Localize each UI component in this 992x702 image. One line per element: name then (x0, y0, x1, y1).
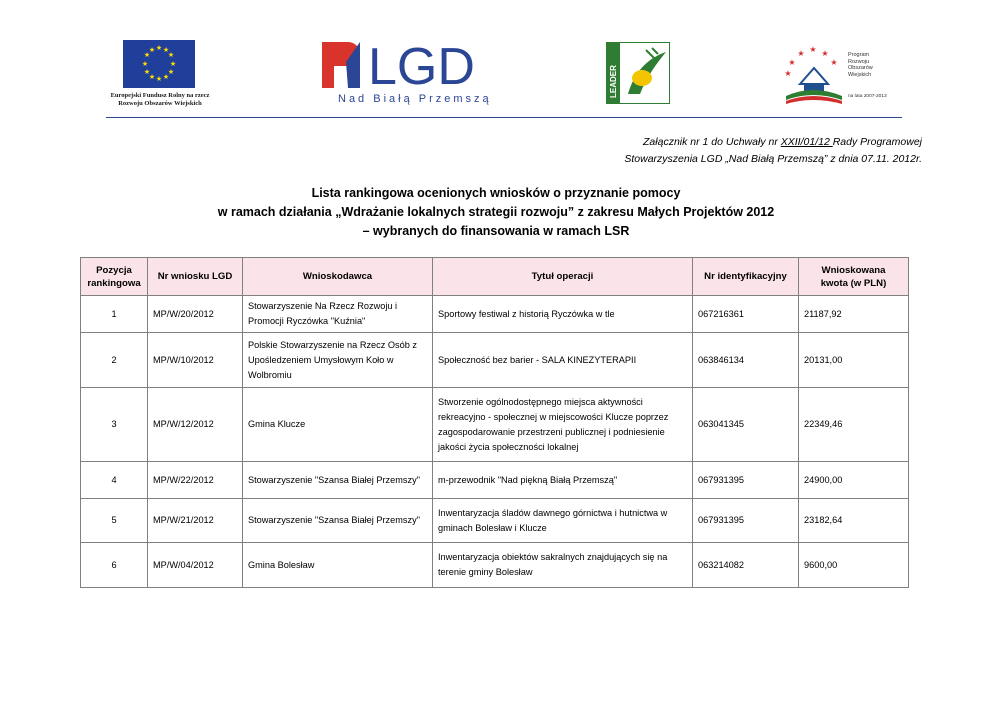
header-operation-title: Tytuł operacji (433, 258, 693, 296)
cell-applicant: Gmina Klucze (243, 388, 433, 462)
title-line-1: Lista rankingowa ocenionych wniosków o przyznanie pomocy (311, 186, 681, 200)
annex-note (624, 134, 922, 168)
svg-text:★: ★ (809, 45, 817, 54)
leader-emblem-icon (606, 42, 670, 104)
svg-text:★: ★ (143, 51, 151, 59)
svg-text:★: ★ (143, 68, 151, 76)
cell-identification-number: 063041345 (693, 388, 799, 462)
cell-operation-title: Inwentaryzacja śladów dawnego górnictwa i hutnictwa w gminach Bolesław i Klucze (433, 499, 693, 543)
svg-text:★: ★ (155, 44, 163, 52)
cell-requested-amount: 20131,00 (799, 333, 909, 388)
prow-text (848, 52, 888, 78)
title-line-3: – wybranych do finansowania w ramach LSR (362, 224, 630, 238)
cell-position: 1 (81, 296, 148, 333)
cell-requested-amount: 23182,64 (799, 499, 909, 543)
header-requested-amount: Wnioskowana kwota (w PLN) (799, 258, 909, 296)
svg-text:★: ★ (821, 49, 829, 58)
leader-text: LEADER (609, 65, 618, 98)
svg-text:★: ★ (167, 68, 175, 76)
header-application-number: Nr wniosku LGD (148, 258, 243, 296)
cell-position: 6 (81, 543, 148, 588)
cell-position: 2 (81, 333, 148, 388)
prow-text-line: Wiejskich (848, 71, 872, 78)
svg-text:★: ★ (162, 73, 170, 81)
cell-requested-amount: 9600,00 (799, 543, 909, 588)
cell-identification-number: 063214082 (693, 543, 799, 588)
svg-text:★: ★ (155, 75, 163, 83)
cell-operation-title: Społeczność bez barier - SALA KINEZYTERAPII (433, 333, 693, 388)
table-header-row (81, 258, 909, 296)
prow-logo (780, 44, 890, 106)
svg-text:★: ★ (162, 46, 170, 54)
cell-requested-amount: 21187,92 (799, 296, 909, 333)
table-row (81, 388, 909, 462)
table-row (81, 462, 909, 499)
svg-text:★: ★ (141, 60, 149, 68)
annex-line-1 (624, 134, 922, 151)
annex-prefix: Załącznik nr 1 do Uchwały nr (643, 136, 781, 148)
svg-text:★: ★ (169, 60, 177, 68)
svg-text:★: ★ (788, 58, 796, 67)
annex-suffix: Rady Programowej (832, 136, 922, 148)
header-position: Pozycja rankingowa (81, 258, 148, 296)
cell-operation-title: Inwentaryzacja obiektów sakralnych znajdujących się na terenie gminy Bolesław (433, 543, 693, 588)
title-line-2: w ramach działania „Wdrażanie lokalnych strategii rozwoju” z zakresu Małych Projektów 2012 (217, 205, 775, 219)
svg-text:★: ★ (167, 51, 175, 59)
lgd-wordmark: LGD (368, 38, 475, 94)
cell-identification-number: 067216361 (693, 296, 799, 333)
ranking-table (80, 257, 909, 588)
cell-application-number: MP/W/12/2012 (148, 388, 243, 462)
eu-caption-line-2: Rozwoju Obszarów Wiejskich (118, 100, 202, 107)
lgd-mark-icon (318, 38, 498, 94)
cell-requested-amount: 24900,00 (799, 462, 909, 499)
eu-flag-icon (123, 40, 195, 88)
header-identification-number: Nr identyfikacyjny (693, 258, 799, 296)
cell-applicant: Stowarzyszenie "Szansa Białej Przemszy" (243, 462, 433, 499)
lgd-subtitle: Nad Białą Przemszą (338, 93, 492, 105)
cell-identification-number: 067931395 (693, 462, 799, 499)
header-divider (106, 117, 902, 118)
cell-applicant: Stowarzyszenie Na Rzecz Rozwoju i Promocji Ryczówka "Kuźnia" (243, 296, 433, 333)
cell-application-number: MP/W/10/2012 (148, 333, 243, 388)
eu-stars-icon (123, 40, 195, 88)
cell-applicant: Gmina Bolesław (243, 543, 433, 588)
cell-position: 3 (81, 388, 148, 462)
leader-logo (606, 42, 670, 104)
prow-text-line: Obszarów (848, 65, 873, 71)
cell-applicant: Polskie Stowarzyszenie na Rzecz Osób z Upośledzeniem Umysłowym Koło w Wolbromiu (243, 333, 433, 388)
cell-applicant: Stowarzyszenie "Szansa Białej Przemszy" (243, 499, 433, 543)
table-row (81, 296, 909, 333)
cell-identification-number: 063846134 (693, 333, 799, 388)
eu-caption-line-1: Europejski Fundusz Rolny na rzecz (110, 92, 210, 99)
resolution-number: XXII/01/12 (780, 136, 833, 148)
eu-logo-caption (104, 92, 216, 108)
table-row (81, 333, 909, 388)
cell-operation-title: m-przewodnik "Nad piękną Białą Przemszą" (433, 462, 693, 499)
prow-date: na lata 2007-2013 (848, 94, 887, 99)
svg-text:★: ★ (148, 46, 156, 54)
cell-operation-title: Stworzenie ogólnodostępnego miejsca aktywności rekreacyjno - społecznej w miejscowości Klucze poprzez zagospodarowanie przestrzeni publicznej i podniesienie jakości życia społeczności lokalnej (433, 388, 693, 462)
cell-position: 5 (81, 499, 148, 543)
table-row (81, 499, 909, 543)
table-row (81, 543, 909, 588)
cell-application-number: MP/W/22/2012 (148, 462, 243, 499)
eu-fund-logo (104, 40, 224, 110)
cell-application-number: MP/W/21/2012 (148, 499, 243, 543)
svg-text:★: ★ (797, 49, 805, 58)
header-applicant: Wnioskodawca (243, 258, 433, 296)
document-title (0, 184, 992, 241)
cell-application-number: MP/W/20/2012 (148, 296, 243, 333)
prow-text-line: Program (848, 52, 870, 58)
svg-text:★: ★ (830, 58, 838, 67)
svg-text:★: ★ (148, 73, 156, 81)
cell-operation-title: Sportowy festiwal z historią Ryczówka w tle (433, 296, 693, 333)
svg-text:★: ★ (784, 69, 792, 78)
cell-identification-number: 067931395 (693, 499, 799, 543)
cell-position: 4 (81, 462, 148, 499)
lgd-logo (318, 38, 498, 110)
prow-emblem-icon (780, 44, 846, 106)
cell-requested-amount: 22349,46 (799, 388, 909, 462)
cell-application-number: MP/W/04/2012 (148, 543, 243, 588)
prow-text-line: Rozwoju (848, 58, 870, 65)
annex-line-2: Stowarzyszenia LGD „Nad Białą Przemszą” z dnia 07.11. 2012r. (624, 153, 922, 165)
